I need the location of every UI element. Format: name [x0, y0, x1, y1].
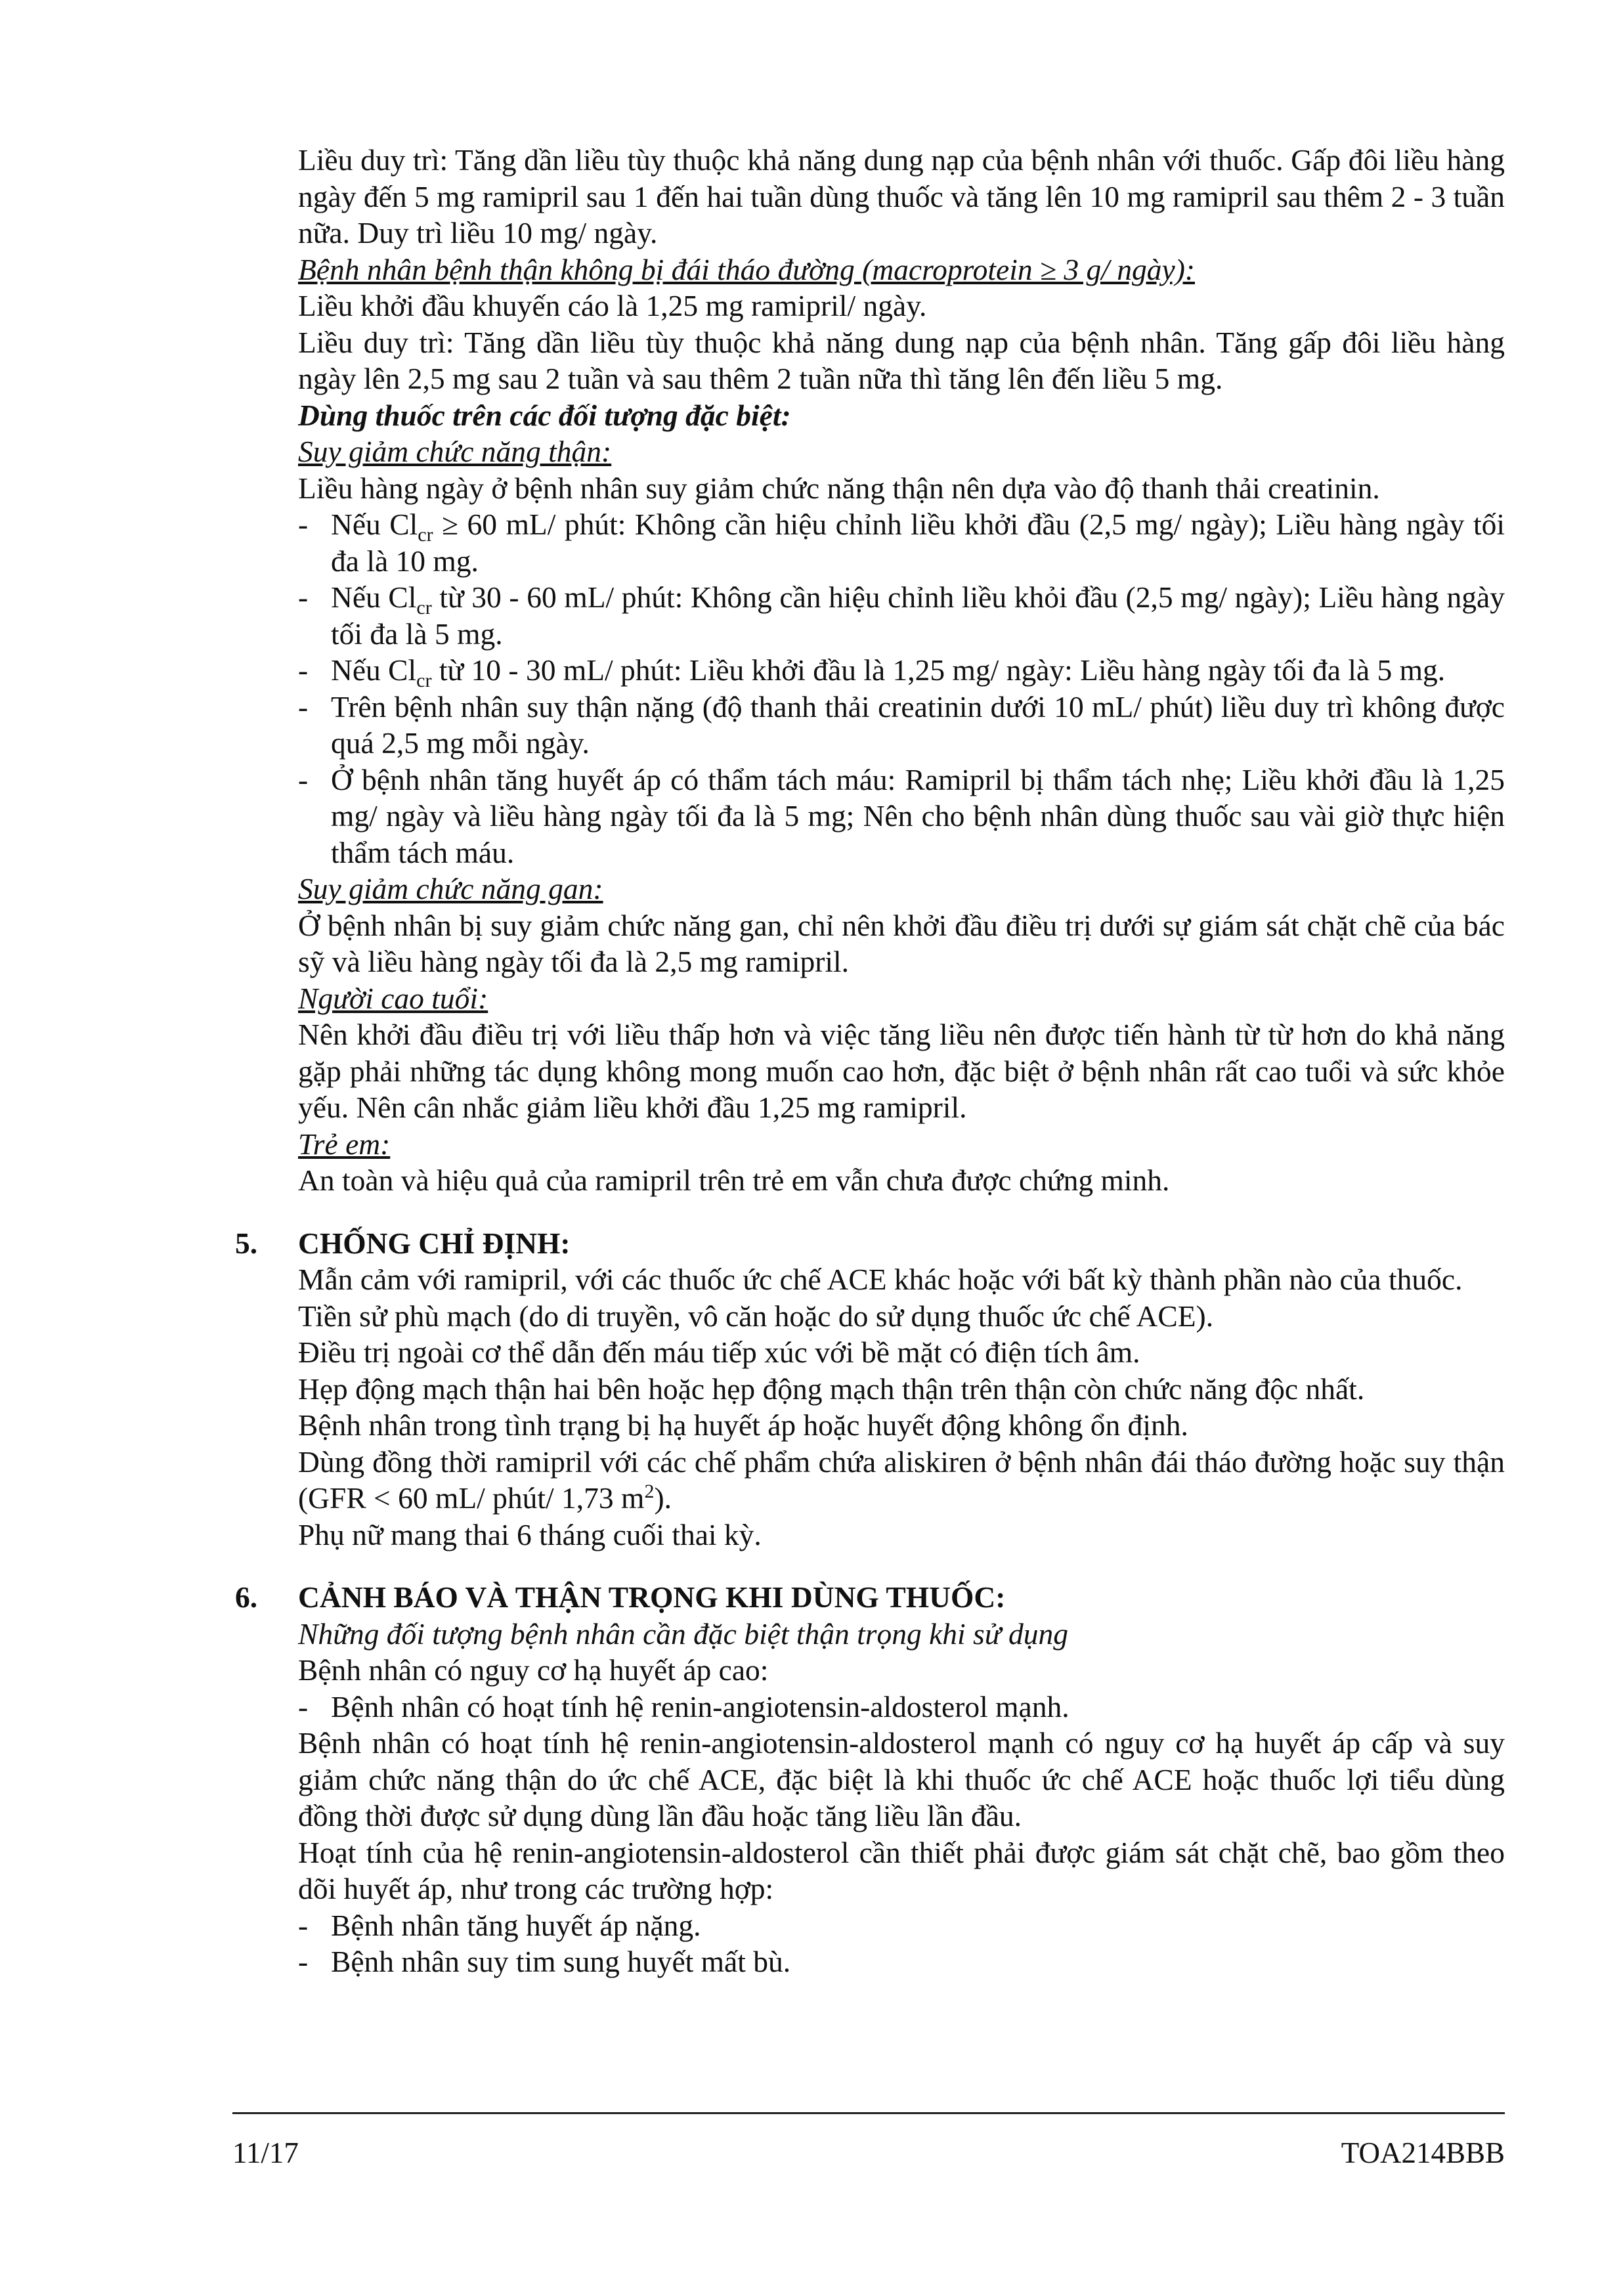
elderly-heading: Người cao tuổi:	[298, 981, 488, 1015]
renal-item-prefix: Nếu Cl	[331, 653, 417, 687]
warning-item-text: Bệnh nhân suy tim sung huyết mất bù.	[331, 1945, 791, 1978]
renal-list-item	[298, 762, 1505, 871]
section-warnings	[235, 1579, 1505, 1980]
warning-item-text: Bệnh nhân tăng huyết áp nặng.	[331, 1908, 701, 1942]
superscript: 2	[644, 1480, 655, 1502]
contraindication-paragraph: Điều trị ngoài cơ thể dẫn đến máu tiếp xúc với bề mặt có điện tích âm.	[298, 1335, 1140, 1369]
renal-item-prefix: Nếu Cl	[331, 508, 418, 541]
list-dash: -	[298, 762, 309, 796]
section-subtitle: Những đối tượng bệnh nhân cần đặc biệt thận trọng khi sử dụng	[298, 1616, 1068, 1651]
renal-list-item	[298, 579, 1505, 652]
renal-item-text: Ở bệnh nhân tăng huyết áp có thẩm tách máu: Ramipril bị thẩm tách nhẹ; Liều khởi đầu là 1,25 mg/ ngày và liều hàng ngày tối đa là 5 mg; Nên cho bệnh nhân dùng thuốc sau vài giờ thực hiện thẩm tách máu.	[331, 762, 1505, 869]
contraindication-paragraph	[298, 1444, 1505, 1517]
children-paragraph: An toàn và hiệu quả của ramipril trên trẻ em vẫn chưa được chứng minh.	[298, 1163, 1170, 1197]
list-dash: -	[298, 1689, 309, 1723]
subscript: cr	[416, 597, 432, 619]
maintenance-dose-paragraph: Liều duy trì: Tăng dần liều tùy thuộc khả năng dung nạp của bệnh nhân với thuốc. Gấp đôi liều hàng ngày đến 5 mg ramipril sau 1 đến hai tuần dùng thuốc và tăng lên 10 mg ramipril sau thêm 2 - 3 tuần nữa. Duy trì liều 10 mg/ ngày.	[298, 143, 1505, 249]
contraindication-text: Dùng đồng thời ramipril với các chế phẩm chứa aliskiren ở bệnh nhân đái tháo đường hoặc suy thận (GFR < 60 mL/ phút/ 1,73 m	[298, 1444, 1505, 1515]
contraindication-paragraph: Mẫn cảm với ramipril, với các thuốc ức chế ACE khác hoặc với bất kỳ thành phần nào của thuốc.	[298, 1263, 1463, 1296]
page-number: 11/17	[232, 2136, 299, 2169]
children-heading: Trẻ em:	[298, 1127, 391, 1161]
nondiabetic-renal-heading: Bệnh nhân bệnh thận không bị đái tháo đường (macroprotein ≥ 3 g/ ngày):	[298, 252, 1195, 286]
document-code: TOA214BBB	[1341, 2136, 1505, 2169]
section-contraindications	[235, 1225, 1505, 1553]
renal-item-text: từ 10 - 30 mL/ phút: Liều khởi đầu là 1,25 mg/ ngày: Liều hàng ngày tối đa là 5 mg.	[431, 653, 1446, 687]
warning-paragraph: Hoạt tính của hệ renin-angiotensin-aldosterol cần thiết phải được giám sát chặt chẽ, bao gồm theo dõi huyết áp, như trong các trường hợp:	[298, 1835, 1505, 1905]
renal-item-text: ≥ 60 mL/ phút: Không cần hiệu chỉnh liều khởi đầu (2,5 mg/ ngày); Liều hàng ngày tối đa là 10 mg.	[331, 508, 1505, 578]
section-number: 6.	[235, 1580, 258, 1614]
footer-divider	[232, 2112, 1505, 2114]
contraindication-paragraph: Phụ nữ mang thai 6 tháng cuối thai kỳ.	[298, 1517, 762, 1551]
list-dash: -	[298, 508, 309, 541]
renal-list-item	[298, 652, 1505, 692]
renal-item-text: từ 30 - 60 mL/ phút: Không cần hiệu chỉnh liều khỏi đầu (2,5 mg/ ngày); Liều hàng ngày tối đa là 5 mg.	[331, 580, 1505, 651]
contraindication-paragraph: Hẹp động mạch thận hai bên hoặc hẹp động mạch thận trên thận còn chức năng độc nhất.	[298, 1372, 1365, 1406]
warning-list-item	[298, 1907, 1505, 1944]
contraindication-paragraph: Tiền sử phù mạch (do di truyền, vô căn hoặc do sử dụng thuốc ức chế ACE).	[298, 1299, 1214, 1333]
elderly-paragraph: Nên khởi đầu điều trị với liều thấp hơn và việc tăng liều nên được tiến hành từ từ hơn do khả năng gặp phải những tác dụng không mong muốn cao hơn, đặc biệt ở bệnh nhân rất cao tuổi và sức khỏe yếu. Nên cân nhắc giảm liều khởi đầu 1,25 mg ramipril.	[298, 1018, 1505, 1124]
contraindication-text-end: ).	[654, 1481, 672, 1515]
special-populations-heading: Dùng thuốc trên các đối tượng đặc biệt:	[298, 398, 791, 432]
warning-list-item	[298, 1943, 1505, 1980]
list-dash: -	[298, 1908, 309, 1942]
section-title: CẢNH BÁO VÀ THẬN TRỌNG KHI DÙNG THUỐC:	[298, 1580, 1006, 1614]
subscript: cr	[416, 670, 432, 692]
subscript: cr	[418, 524, 433, 546]
renal-item-text: Trên bệnh nhân suy thận nặng (độ thanh thải creatinin dưới 10 mL/ phút) liều duy trì không được quá 2,5 mg mỗi ngày.	[331, 689, 1505, 760]
start-dose-paragraph: Liều khởi đầu khuyến cáo là 1,25 mg ramipril/ ngày.	[298, 289, 927, 322]
list-dash: -	[298, 653, 309, 687]
renal-list-item	[298, 506, 1505, 579]
warning-paragraph: Bệnh nhân có hoạt tính hệ renin-angiotensin-aldosterol mạnh có nguy cơ hạ huyết áp cấp và suy giảm chức năng thận do ức chế ACE, đặc biệt là khi thuốc ức chế ACE hoặc thuốc lợi tiểu dùng đồng thời được sử dụng dùng lần đầu hoặc tăng liều lần đầu.	[298, 1726, 1505, 1832]
section-title: CHỐNG CHỈ ĐỊNH:	[298, 1226, 571, 1260]
page-content	[235, 142, 1505, 1980]
hepatic-impairment-heading: Suy giảm chức năng gan:	[298, 872, 603, 905]
list-dash: -	[298, 580, 309, 614]
section-number: 5.	[235, 1226, 258, 1260]
renal-item-prefix: Nếu Cl	[331, 580, 417, 614]
hepatic-paragraph: Ở bệnh nhân bị suy giảm chức năng gan, chỉ nên khởi đầu điều trị dưới sự giám sát chặt chẽ của bác sỹ và liều hàng ngày tối đa là 2,5 mg ramipril.	[298, 908, 1505, 978]
warning-item-text: Bệnh nhân có hoạt tính hệ renin-angiotensin-aldosterol mạnh.	[331, 1689, 1070, 1723]
warning-list-item	[298, 1689, 1505, 1725]
list-dash: -	[298, 689, 309, 724]
warning-paragraph: Bệnh nhân có nguy cơ hạ huyết áp cao:	[298, 1653, 769, 1687]
contraindication-paragraph: Bệnh nhân trong tình trạng bị hạ huyết áp hoặc huyết động không ổn định.	[298, 1408, 1188, 1442]
list-dash: -	[298, 1945, 309, 1978]
maintenance-dose-paragraph-2: Liều duy trì: Tăng dần liều tùy thuộc khả năng dung nạp của bệnh nhân. Tăng gấp đôi liều hàng ngày lên 2,5 mg sau 2 tuần và sau thêm 2 tuần nữa thì tăng lên đến liều 5 mg.	[298, 325, 1505, 395]
renal-intro: Liều hàng ngày ở bệnh nhân suy giảm chức năng thận nên dựa vào độ thanh thải creatinin.	[298, 471, 1380, 505]
renal-list-item	[298, 689, 1505, 762]
renal-impairment-heading: Suy giảm chức năng thận:	[298, 435, 612, 468]
